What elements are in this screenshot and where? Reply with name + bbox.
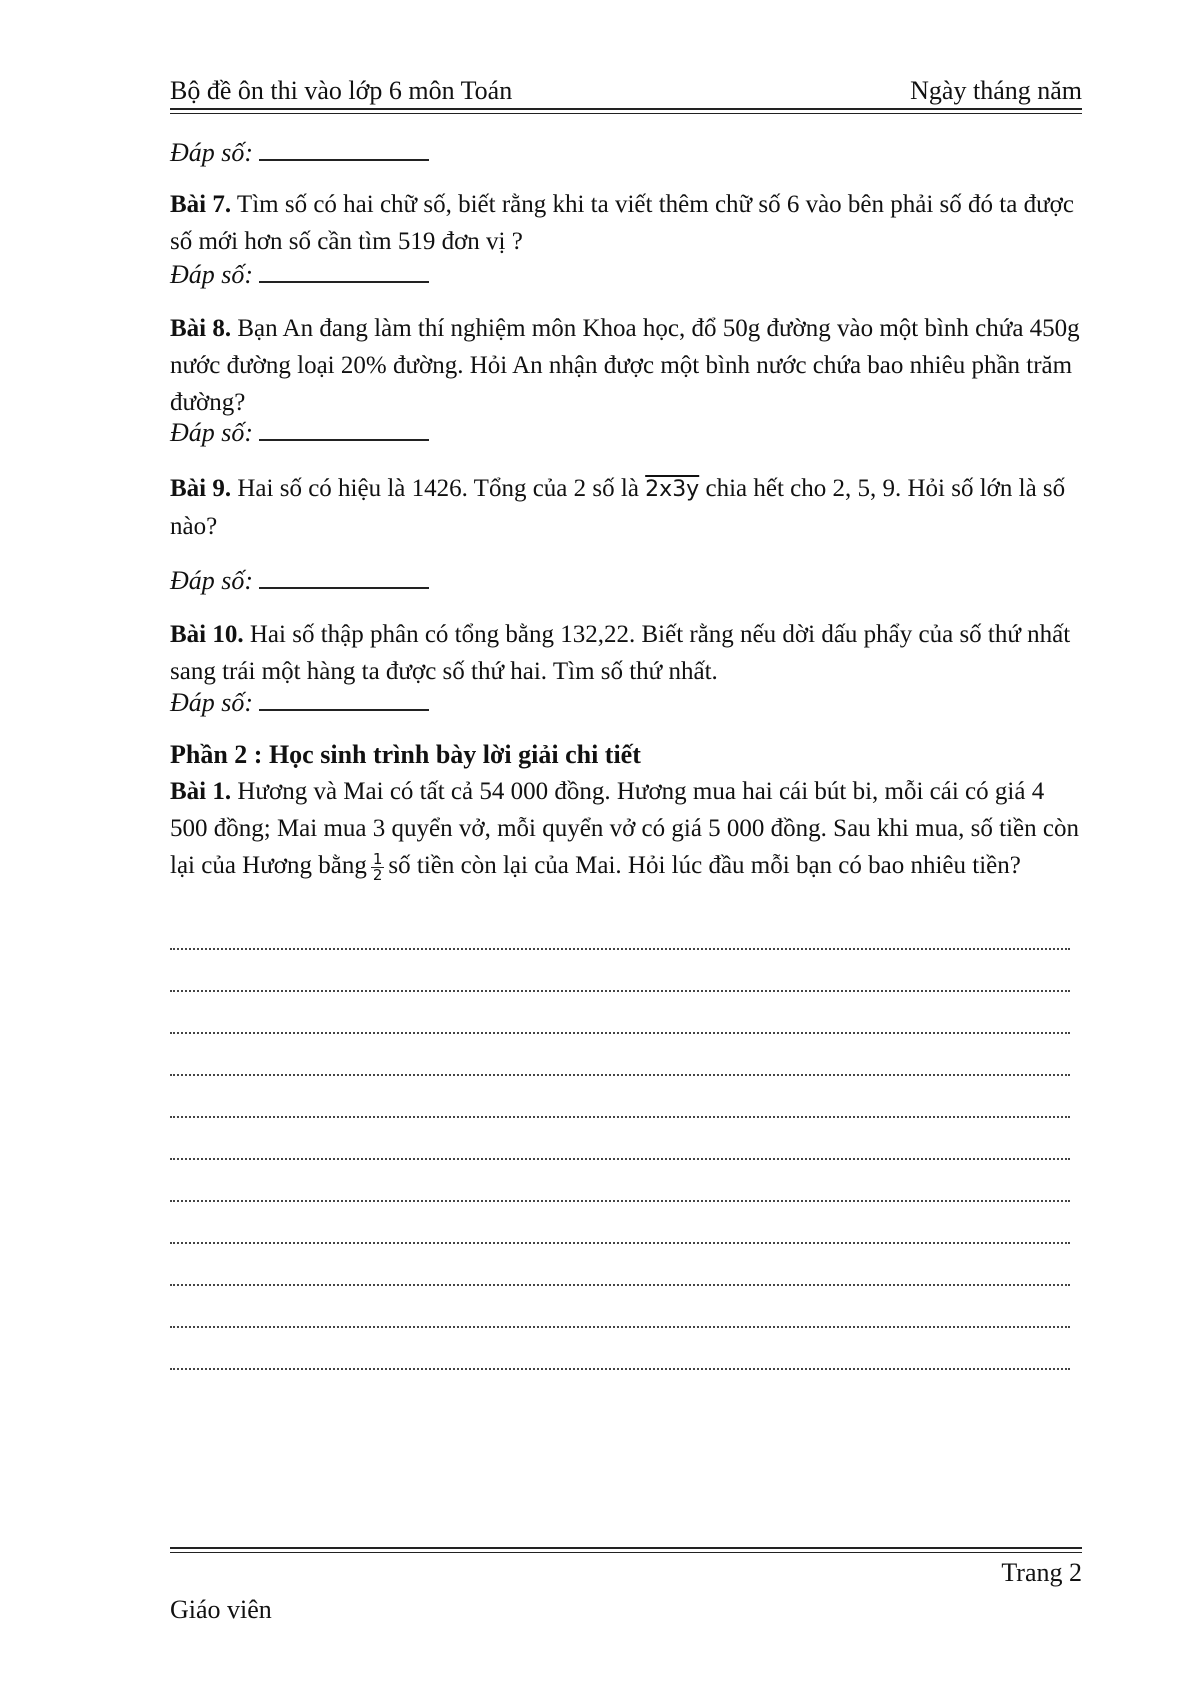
- problem-label: Bài 10.: [170, 621, 244, 648]
- answer-line-bai8: Đáp số:: [170, 418, 429, 448]
- dotted-answer-line[interactable]: [170, 992, 1070, 1034]
- problem-label: Bài 1.: [170, 778, 232, 805]
- answer-line-bai7: Đáp số:: [170, 260, 429, 290]
- dotted-answer-line[interactable]: [170, 908, 1070, 950]
- problem-label: Bài 8.: [170, 315, 232, 342]
- dotted-answer-line[interactable]: [170, 1076, 1070, 1118]
- answer-blank[interactable]: [259, 689, 429, 711]
- page-number: Trang 2: [1001, 1558, 1082, 1587]
- dotted-answer-line[interactable]: [170, 1118, 1070, 1160]
- problem-bai9: [170, 470, 1082, 545]
- problem-bai10: [170, 616, 1082, 690]
- dotted-answer-line[interactable]: [170, 1034, 1070, 1076]
- dotted-answer-line[interactable]: [170, 1244, 1070, 1286]
- dotted-answer-line[interactable]: [170, 950, 1070, 992]
- answer-writing-area[interactable]: [170, 908, 1070, 1370]
- problem-text-before: Hai số có hiệu là 1426. Tổng của 2 số là: [231, 475, 646, 502]
- problem-part2-bai1: [170, 773, 1082, 884]
- problem-label: Bài 9.: [170, 475, 232, 502]
- part2-heading: Phần 2 : Học sinh trình bày lời giải chi tiết: [170, 740, 641, 769]
- header-date: Ngày tháng năm: [910, 76, 1082, 105]
- problem-bai8: [170, 310, 1082, 421]
- problem-text: Bạn An đang làm thí nghiệm môn Khoa học, đổ 50g đường vào một bình chứa 450g nước đường loại 20% đường. Hỏi An nhận được một bình nước chứa bao nhiêu phần trăm đường?: [170, 315, 1080, 416]
- dotted-answer-line[interactable]: [170, 1202, 1070, 1244]
- dotted-answer-line[interactable]: [170, 1160, 1070, 1202]
- header-title: Bộ đề ôn thi vào lớp 6 môn Toán: [170, 76, 513, 105]
- problem-bai7: [170, 186, 1082, 260]
- page-header: [170, 70, 1082, 106]
- footer-divider: [170, 1547, 1082, 1553]
- dotted-answer-line[interactable]: [170, 1328, 1070, 1370]
- footer-teacher: Giáo viên: [170, 1595, 272, 1624]
- header-divider: [170, 108, 1082, 114]
- fraction-one-half: $\frac{1}{2}$: [372, 849, 383, 884]
- problem-text-after: số tiền còn lại của Mai. Hỏi lúc đầu mỗi bạn có bao nhiêu tiền?: [388, 852, 1021, 879]
- answer-line-bai6: Đáp số:: [170, 138, 429, 168]
- answer-blank[interactable]: [259, 419, 429, 441]
- overlined-number: 2x3y: [645, 477, 700, 502]
- answer-blank[interactable]: [259, 567, 429, 589]
- answer-blank[interactable]: [259, 261, 429, 283]
- dotted-answer-line[interactable]: [170, 1286, 1070, 1328]
- answer-blank[interactable]: [259, 139, 429, 161]
- problem-text-after: chia hết cho 2, 5, 9. Hỏi số lớn là số nào?: [170, 475, 1066, 540]
- problem-text: Tìm số có hai chữ số, biết rằng khi ta viết thêm chữ số 6 vào bên phải số đó ta được số mới hơn số cần tìm 519 đơn vị ?: [170, 191, 1074, 255]
- answer-line-bai9: Đáp số:: [170, 566, 429, 596]
- problem-text: Hai số thập phân có tổng bằng 132,22. Biết rằng nếu dời dấu phẩy của số thứ nhất sang trái một hàng ta được số thứ hai. Tìm số thứ nhất.: [170, 621, 1071, 685]
- answer-line-bai10: Đáp số:: [170, 688, 429, 718]
- problem-text-before: Hương và Mai có tất cả 54 000 đồng. Hương mua hai cái bút bi, mỗi cái có giá 4 500 đồng; Mai mua 3 quyển vở, mỗi quyển vở có giá 5 000 đồng. Sau khi mua, số tiền còn lại của Hương bằng: [170, 778, 1079, 879]
- problem-label: Bài 7.: [170, 191, 232, 218]
